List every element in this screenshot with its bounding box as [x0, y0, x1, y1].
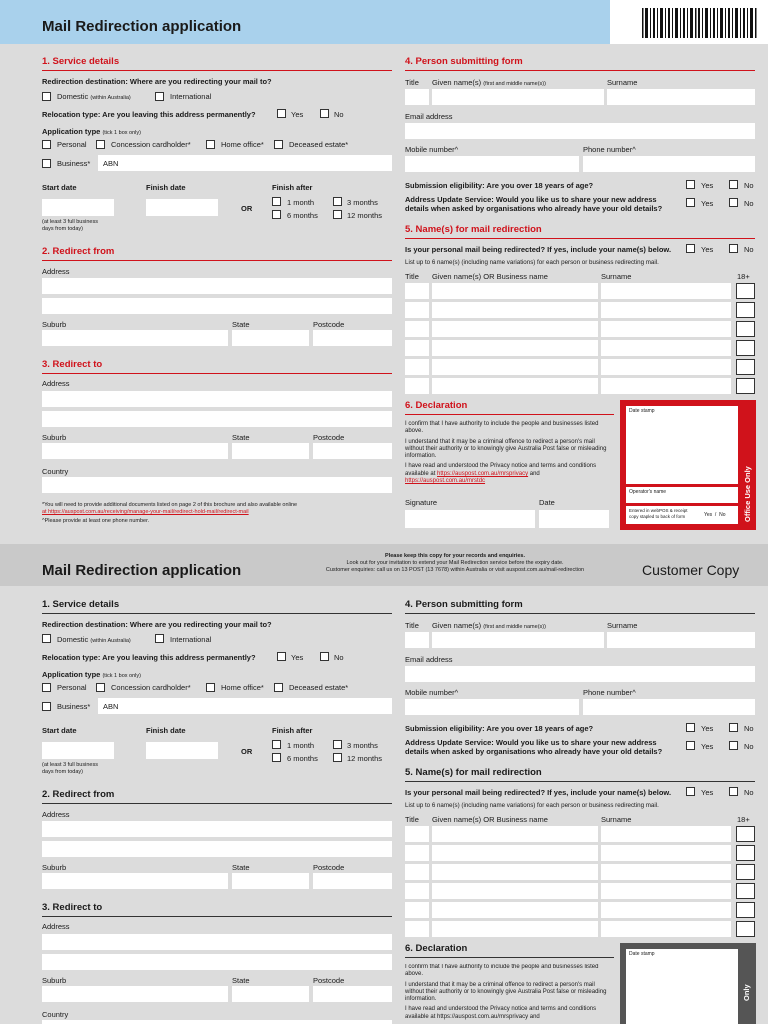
c2-aus-no-checkbox[interactable] — [729, 741, 738, 750]
to-country-field[interactable] — [42, 477, 392, 493]
c2-names-surname-cell[interactable] — [601, 864, 731, 880]
person-title-field[interactable] — [405, 89, 429, 105]
names-surname-cell[interactable] — [601, 378, 731, 394]
start-date-label: Start date — [42, 183, 77, 192]
date-stamp-label: Date stamp — [629, 408, 655, 414]
section-rule — [405, 613, 755, 614]
c2-section-service-details: 1. Service details — [42, 599, 120, 610]
c2-email-field[interactable] — [405, 666, 755, 682]
finish-date-field[interactable] — [146, 199, 218, 216]
c2-international-checkbox[interactable] — [155, 634, 164, 643]
to-postcode-label: Postcode — [313, 433, 345, 442]
c2-to-suburb-field[interactable] — [42, 986, 228, 1002]
c2-from-address-line1[interactable] — [42, 821, 392, 837]
c2-phone-field[interactable] — [583, 699, 755, 715]
business-checkbox[interactable] — [42, 159, 51, 168]
c2-from-state-field[interactable] — [232, 873, 309, 889]
c2-names-given-cell[interactable] — [432, 845, 598, 861]
names-yes-label: Yes — [701, 245, 714, 254]
c2-declaration-text — [405, 964, 615, 1024]
c2-office-use-vertical-label: Only — [742, 984, 751, 1001]
c2-personal-label: Personal — [57, 683, 87, 692]
c2-to-address-line1[interactable] — [42, 934, 392, 950]
to-address-line1[interactable] — [42, 391, 392, 407]
business-label: Business* — [57, 159, 91, 168]
c2-names-surname-cell[interactable] — [601, 826, 731, 842]
names-question: Is your personal mail being redirected? If yes, include your name(s) below. — [405, 245, 672, 254]
phone-label: Phone number^ — [583, 145, 636, 154]
to-postcode-field[interactable] — [313, 443, 392, 459]
to-suburb-label: Suburb — [42, 433, 67, 442]
barcode-icon — [640, 6, 760, 40]
c2-aus-yes-checkbox[interactable] — [686, 741, 695, 750]
to-state-label: State — [232, 433, 250, 442]
declaration-date-field[interactable] — [539, 510, 609, 528]
c2-abn-field[interactable] — [98, 698, 392, 714]
c2-from-address-line2[interactable] — [42, 841, 392, 857]
aus-question: Address Update Service: Would you like us to share your new address details when asked by organisations who already have your old details? — [405, 195, 663, 213]
names-over18-checkbox[interactable] — [736, 378, 755, 394]
from-suburb-label: Suburb — [42, 320, 67, 329]
home-office-checkbox[interactable] — [206, 140, 215, 149]
dest-question: Redirection destination: Where are you redirecting your mail to? — [42, 77, 272, 86]
c2-elig-yes-label: Yes — [701, 724, 714, 733]
section-rule — [42, 260, 392, 261]
names-surname-cell[interactable] — [601, 321, 731, 337]
names-given-cell[interactable] — [432, 302, 598, 318]
c2-names-title-cell[interactable] — [405, 902, 429, 918]
c2-person-given-field[interactable] — [432, 632, 604, 648]
c2-to-state-field[interactable] — [232, 986, 309, 1002]
page-title: Mail Redirection application — [42, 18, 242, 35]
c2-from-suburb-field[interactable] — [42, 873, 228, 889]
operator-label: Operator's name — [629, 489, 667, 495]
c2-office-use-panel — [620, 943, 756, 1024]
c2-date-stamp-label: Date stamp — [629, 951, 655, 957]
reloc-yes-label: Yes — [291, 110, 304, 119]
section-rule — [42, 916, 392, 917]
section-rule — [42, 803, 392, 804]
1-month-checkbox[interactable] — [272, 197, 281, 206]
email-field[interactable] — [405, 123, 755, 139]
c2-names-surname-cell[interactable] — [601, 921, 731, 937]
c2-names-over18-checkbox[interactable] — [736, 845, 755, 861]
c2-names-18-header: 18+ — [737, 815, 750, 824]
c2-names-given-cell[interactable] — [432, 883, 598, 899]
signature-label: Signature — [405, 498, 438, 507]
names-title-header: Title — [405, 272, 419, 281]
section-rule — [42, 373, 392, 374]
from-postcode-label: Postcode — [313, 320, 345, 329]
email-label: Email address — [405, 112, 453, 121]
c2-to-country-field[interactable] — [42, 1020, 392, 1024]
names-title-cell[interactable] — [405, 321, 429, 337]
c2-names-no-checkbox[interactable] — [729, 787, 738, 796]
section-names: 5. Name(s) for mail redirection — [405, 224, 542, 235]
c2-finish-date-field[interactable] — [146, 742, 218, 759]
c2-elig-no-checkbox[interactable] — [729, 723, 738, 732]
finish-after-label: Finish after — [272, 183, 313, 192]
section-rule — [42, 70, 392, 71]
c2-business-checkbox[interactable] — [42, 702, 51, 711]
person-surname-label: Surname — [607, 78, 638, 87]
c2-names-title-cell[interactable] — [405, 864, 429, 880]
elig-yes-checkbox[interactable] — [686, 180, 695, 189]
personal-label: Personal — [57, 140, 87, 149]
names-over18-checkbox[interactable] — [736, 302, 755, 318]
to-country-label: Country — [42, 467, 69, 476]
c2-names-title-cell[interactable] — [405, 826, 429, 842]
1-month-label: 1 month — [287, 198, 315, 207]
c2-deceased-label: Deceased estate* — [289, 683, 349, 692]
c2-from-state-label: State — [232, 863, 250, 872]
c2-to-suburb-label: Suburb — [42, 976, 67, 985]
section-rule — [405, 70, 755, 71]
section-rule — [405, 238, 755, 239]
reloc-no-label: No — [334, 110, 344, 119]
c2-names-over18-checkbox[interactable] — [736, 921, 755, 937]
c2-reloc-yes-checkbox[interactable] — [277, 652, 286, 661]
start-date-field[interactable] — [42, 199, 114, 216]
c2-mobile-label: Mobile number^ — [405, 688, 459, 697]
international-checkbox[interactable] — [155, 92, 164, 101]
c2-names-surname-cell[interactable] — [601, 902, 731, 918]
c2-person-surname-field[interactable] — [607, 632, 755, 648]
person-surname-field[interactable] — [607, 89, 755, 105]
c2-names-over18-checkbox[interactable] — [736, 883, 755, 899]
c2-relocation-question: Relocation type: Are you leaving this address permanently? — [42, 653, 256, 662]
c2-from-postcode-label: Postcode — [313, 863, 345, 872]
3-months-checkbox[interactable] — [333, 197, 342, 206]
c2-3-months-label: 3 months — [347, 741, 378, 750]
c2-names-given-cell[interactable] — [432, 864, 598, 880]
or-label: OR — [241, 204, 253, 213]
operator-box — [626, 487, 738, 503]
names-surname-cell[interactable] — [601, 302, 731, 318]
c2-home-office-checkbox[interactable] — [206, 683, 215, 692]
c2-names-over18-checkbox[interactable] — [736, 902, 755, 918]
names-18-header: 18+ — [737, 272, 750, 281]
abn-field[interactable] — [98, 155, 392, 171]
c2-person-title-label: Title — [405, 621, 419, 630]
concession-label: Concession cardholder* — [111, 140, 191, 149]
c2-section-person-submitting: 4. Person submitting form — [405, 599, 523, 610]
declaration-p2: I understand that it may be a criminal offence to redirect a person's mail without their authority or to knowingly give Australia Post false or misleading information. — [405, 438, 607, 460]
c2-1-month-label: 1 month — [287, 741, 315, 750]
to-suburb-field[interactable] — [42, 443, 228, 459]
c2-deceased-checkbox[interactable] — [274, 683, 283, 692]
c2-12-months-checkbox[interactable] — [333, 753, 342, 762]
c2-start-date-field[interactable] — [42, 742, 114, 759]
c2-domestic-label: Domestic (within Australia) — [57, 635, 131, 644]
from-suburb-field[interactable] — [42, 330, 228, 346]
c2-or-label: OR — [241, 747, 253, 756]
from-address-line2[interactable] — [42, 298, 392, 314]
c2-person-surname-label: Surname — [607, 621, 638, 630]
international-label: International — [170, 92, 212, 101]
from-state-label: State — [232, 320, 250, 329]
c2-elig-no-label: No — [744, 724, 754, 733]
c2-names-given-header: Given name(s) OR Business name — [432, 815, 548, 824]
c2-dest-question: Redirection destination: Where are you redirecting your mail to? — [42, 620, 272, 629]
12-months-label: 12 months — [347, 211, 383, 220]
office-use-panel — [620, 400, 756, 530]
c2-eligibility-question: Submission eligibility: Are you over 18 years of age? — [405, 724, 594, 733]
c2-names-note: List up to 6 name(s) (including name variations) for each person or business redirecting mail. — [405, 802, 659, 809]
names-given-cell[interactable] — [432, 359, 598, 375]
c2-names-surname-cell[interactable] — [601, 845, 731, 861]
concession-checkbox[interactable] — [96, 140, 105, 149]
names-over18-checkbox[interactable] — [736, 321, 755, 337]
c2-6-months-label: 6 months — [287, 754, 318, 763]
date-label: Date — [539, 498, 555, 507]
signature-field[interactable] — [405, 510, 535, 528]
names-title-cell[interactable] — [405, 340, 429, 356]
start-date-note: (at least 3 full business days from today) — [42, 219, 98, 232]
names-surname-cell[interactable] — [601, 340, 731, 356]
c2-abn-label: ABN — [103, 702, 119, 711]
c2-finish-date-label: Finish date — [146, 726, 186, 735]
from-address-line1[interactable] — [42, 278, 392, 294]
entered-yesno: Yes / No — [704, 512, 726, 518]
c2-names-given-cell[interactable] — [432, 826, 598, 842]
section-rule — [42, 613, 392, 614]
names-title-cell[interactable] — [405, 378, 429, 394]
names-over18-checkbox[interactable] — [736, 340, 755, 356]
date-stamp-box — [626, 406, 738, 484]
c2-names-title-cell[interactable] — [405, 921, 429, 937]
c2-to-state-label: State — [232, 976, 250, 985]
c2-to-postcode-label: Postcode — [313, 976, 345, 985]
person-title-label: Title — [405, 78, 419, 87]
c2-aus-no-label: No — [744, 742, 754, 751]
names-surname-header: Surname — [601, 272, 632, 281]
c2-to-postcode-field[interactable] — [313, 986, 392, 1002]
c2-elig-yes-checkbox[interactable] — [686, 723, 695, 732]
section-redirect-from: 2. Redirect from — [42, 246, 115, 257]
c2-names-surname-header: Surname — [601, 815, 632, 824]
elig-no-label: No — [744, 181, 754, 190]
section-redirect-to: 3. Redirect to — [42, 359, 103, 370]
entered-label: Entered in webPOS & receipt copy stapled to back of form — [629, 508, 688, 519]
notice-line-2: Look out for your invitation to extend your Mail Redirection service before the expiry date. — [346, 560, 564, 566]
aus-no-label: No — [744, 199, 754, 208]
c2-6-months-checkbox[interactable] — [272, 753, 281, 762]
c2-names-question: Is your personal mail being redirected? If yes, include your name(s) below. — [405, 788, 672, 797]
domestic-checkbox[interactable] — [42, 92, 51, 101]
customer-notice — [280, 553, 630, 574]
6-months-checkbox[interactable] — [272, 210, 281, 219]
app-type-label: Application type (tick 1 box only) — [42, 127, 141, 136]
from-address-label: Address — [42, 267, 70, 276]
c2-concession-label: Concession cardholder* — [111, 683, 191, 692]
c2-finish-after-label: Finish after — [272, 726, 313, 735]
c2-from-address-label: Address — [42, 810, 70, 819]
c2-start-date-note: (at least 3 full business days from today) — [42, 762, 98, 775]
c2-reloc-no-checkbox[interactable] — [320, 652, 329, 661]
c2-names-given-cell[interactable] — [432, 902, 598, 918]
c2-to-address-line2[interactable] — [42, 954, 392, 970]
names-note: List up to 6 name(s) (including name variations) for each person or business redirecting mail. — [405, 259, 659, 266]
customer-copy-label: Customer Copy — [642, 562, 740, 578]
to-address-label: Address — [42, 379, 70, 388]
office-use-vertical-label: Office Use Only — [743, 466, 752, 522]
c2-declaration-p1: I confirm that I have authority to include the people and businesses listed above. — [405, 964, 599, 978]
c2-from-postcode-field[interactable] — [313, 873, 392, 889]
names-over18-checkbox[interactable] — [736, 359, 755, 375]
c2-date-stamp-box — [626, 949, 738, 1024]
footnote-documents: *You will need to provide additional documents listed on page 2 of this brochure and also available online at https://auspost.com.au/receiving/manage-your-mail/redirect-hold-mail/redirect-mail — [42, 502, 298, 515]
names-over18-checkbox[interactable] — [736, 283, 755, 299]
names-given-cell[interactable] — [432, 340, 598, 356]
names-given-cell[interactable] — [432, 378, 598, 394]
section-rule — [405, 957, 614, 958]
person-given-field[interactable] — [432, 89, 604, 105]
c2-mobile-field[interactable] — [405, 699, 579, 715]
c2-names-over18-checkbox[interactable] — [736, 864, 755, 880]
c2-declaration-p3: I have read and understood the Privacy notice and terms and conditions available at https://auspost.com.au/mrsprivacy and — [405, 1006, 597, 1020]
c2-business-label: Business* — [57, 702, 91, 711]
names-surname-cell[interactable] — [601, 359, 731, 375]
personal-checkbox[interactable] — [42, 140, 51, 149]
phone-field[interactable] — [583, 156, 755, 172]
c2-names-title-cell[interactable] — [405, 883, 429, 899]
names-surname-cell[interactable] — [601, 283, 731, 299]
eligibility-question: Submission eligibility: Are you over 18 years of age? — [405, 181, 594, 190]
c2-personal-checkbox[interactable] — [42, 683, 51, 692]
notice-line-1: Please keep this copy for your records and enquiries. — [385, 553, 525, 559]
reloc-no-checkbox[interactable] — [320, 109, 329, 118]
c2-to-address-label: Address — [42, 922, 70, 931]
names-no-checkbox[interactable] — [729, 244, 738, 253]
mobile-label: Mobile number^ — [405, 145, 459, 154]
c2-reloc-yes-label: Yes — [291, 653, 304, 662]
c2-3-months-checkbox[interactable] — [333, 740, 342, 749]
deceased-checkbox[interactable] — [274, 140, 283, 149]
names-no-label: No — [744, 245, 754, 254]
c2-names-given-cell[interactable] — [432, 921, 598, 937]
c2-international-label: International — [170, 635, 212, 644]
c2-phone-label: Phone number^ — [583, 688, 636, 697]
c2-names-yes-label: Yes — [701, 788, 714, 797]
c2-names-no-label: No — [744, 788, 754, 797]
declaration-p3: I have read and understood the Privacy notice and terms and conditions available at https://auspost.com.au/mrsprivacy and https://auspost.com.au/mrstdc — [405, 463, 597, 485]
c2-names-over18-checkbox[interactable] — [736, 826, 755, 842]
c2-section-names: 5. Name(s) for mail redirection — [405, 767, 542, 778]
entered-box — [626, 506, 738, 524]
aus-no-checkbox[interactable] — [729, 198, 738, 207]
c2-names-yes-checkbox[interactable] — [686, 787, 695, 796]
c2-section-redirect-to: 3. Redirect to — [42, 902, 103, 913]
person-given-label: Given name(s) (first and middle name(s)) — [432, 78, 546, 87]
deceased-label: Deceased estate* — [289, 140, 349, 149]
declaration-p1: I confirm that I have authority to include the people and businesses listed above. — [405, 421, 599, 435]
section-rule — [405, 414, 614, 415]
to-address-line2[interactable] — [42, 411, 392, 427]
customer-copy-title: Mail Redirection application — [42, 562, 242, 579]
from-state-field[interactable] — [232, 330, 309, 346]
c2-home-office-label: Home office* — [221, 683, 264, 692]
section-service-details: 1. Service details — [42, 56, 120, 67]
abn-label: ABN — [103, 159, 119, 168]
notice-line-3: Customer enquiries: call us on 13 POST (13 7678) within Australia or visit auspost.com.au/mail-redirection — [325, 567, 585, 573]
section-declaration: 6. Declaration — [405, 400, 468, 411]
finish-date-label: Finish date — [146, 183, 186, 192]
c2-email-label: Email address — [405, 655, 453, 664]
c2-aus-yes-label: Yes — [701, 742, 714, 751]
c2-aus-question: Address Update Service: Would you like us to share your new address details when asked by organisations who already have your old details? — [405, 738, 663, 756]
declaration-text — [405, 421, 615, 485]
c2-section-declaration: 6. Declaration — [405, 943, 468, 954]
names-title-cell[interactable] — [405, 302, 429, 318]
c2-person-title-field[interactable] — [405, 632, 429, 648]
elig-no-checkbox[interactable] — [729, 180, 738, 189]
c2-section-redirect-from: 2. Redirect from — [42, 789, 115, 800]
c2-names-surname-cell[interactable] — [601, 883, 731, 899]
3-months-label: 3 months — [347, 198, 378, 207]
names-given-header: Given name(s) OR Business name — [432, 272, 548, 281]
relocation-question: Relocation type: Are you leaving this address permanently? — [42, 110, 256, 119]
c2-start-date-label: Start date — [42, 726, 77, 735]
elig-yes-label: Yes — [701, 181, 714, 190]
c2-from-suburb-label: Suburb — [42, 863, 67, 872]
aus-yes-label: Yes — [701, 199, 714, 208]
from-postcode-field[interactable] — [313, 330, 392, 346]
c2-domestic-checkbox[interactable] — [42, 634, 51, 643]
c2-concession-checkbox[interactable] — [96, 683, 105, 692]
section-rule — [405, 781, 755, 782]
12-months-checkbox[interactable] — [333, 210, 342, 219]
footnote-phone: ^Please provide at least one phone number. — [42, 518, 150, 524]
to-state-field[interactable] — [232, 443, 309, 459]
aus-yes-checkbox[interactable] — [686, 198, 695, 207]
mobile-field[interactable] — [405, 156, 579, 172]
section-person-submitting: 4. Person submitting form — [405, 56, 523, 67]
c2-to-country-label: Country — [42, 1010, 69, 1019]
names-given-cell[interactable] — [432, 321, 598, 337]
c2-names-title-header: Title — [405, 815, 419, 824]
c2-person-given-label: Given name(s) (first and middle name(s)) — [432, 621, 546, 630]
c2-names-title-cell[interactable] — [405, 845, 429, 861]
names-yes-checkbox[interactable] — [686, 244, 695, 253]
reloc-yes-checkbox[interactable] — [277, 109, 286, 118]
c2-reloc-no-label: No — [334, 653, 344, 662]
names-title-cell[interactable] — [405, 283, 429, 299]
c2-12-months-label: 12 months — [347, 754, 383, 763]
c2-declaration-p2: I understand that it may be a criminal offence to redirect a person's mail without their authority or to knowingly give Australia Post false or misleading information. — [405, 981, 607, 1003]
names-given-cell[interactable] — [432, 283, 598, 299]
6-months-label: 6 months — [287, 211, 318, 220]
home-office-label: Home office* — [221, 140, 264, 149]
domestic-label: Domestic (within Australia) — [57, 92, 131, 101]
names-title-cell[interactable] — [405, 359, 429, 375]
c2-1-month-checkbox[interactable] — [272, 740, 281, 749]
c2-app-type-label: Application type (tick 1 box only) — [42, 670, 141, 679]
